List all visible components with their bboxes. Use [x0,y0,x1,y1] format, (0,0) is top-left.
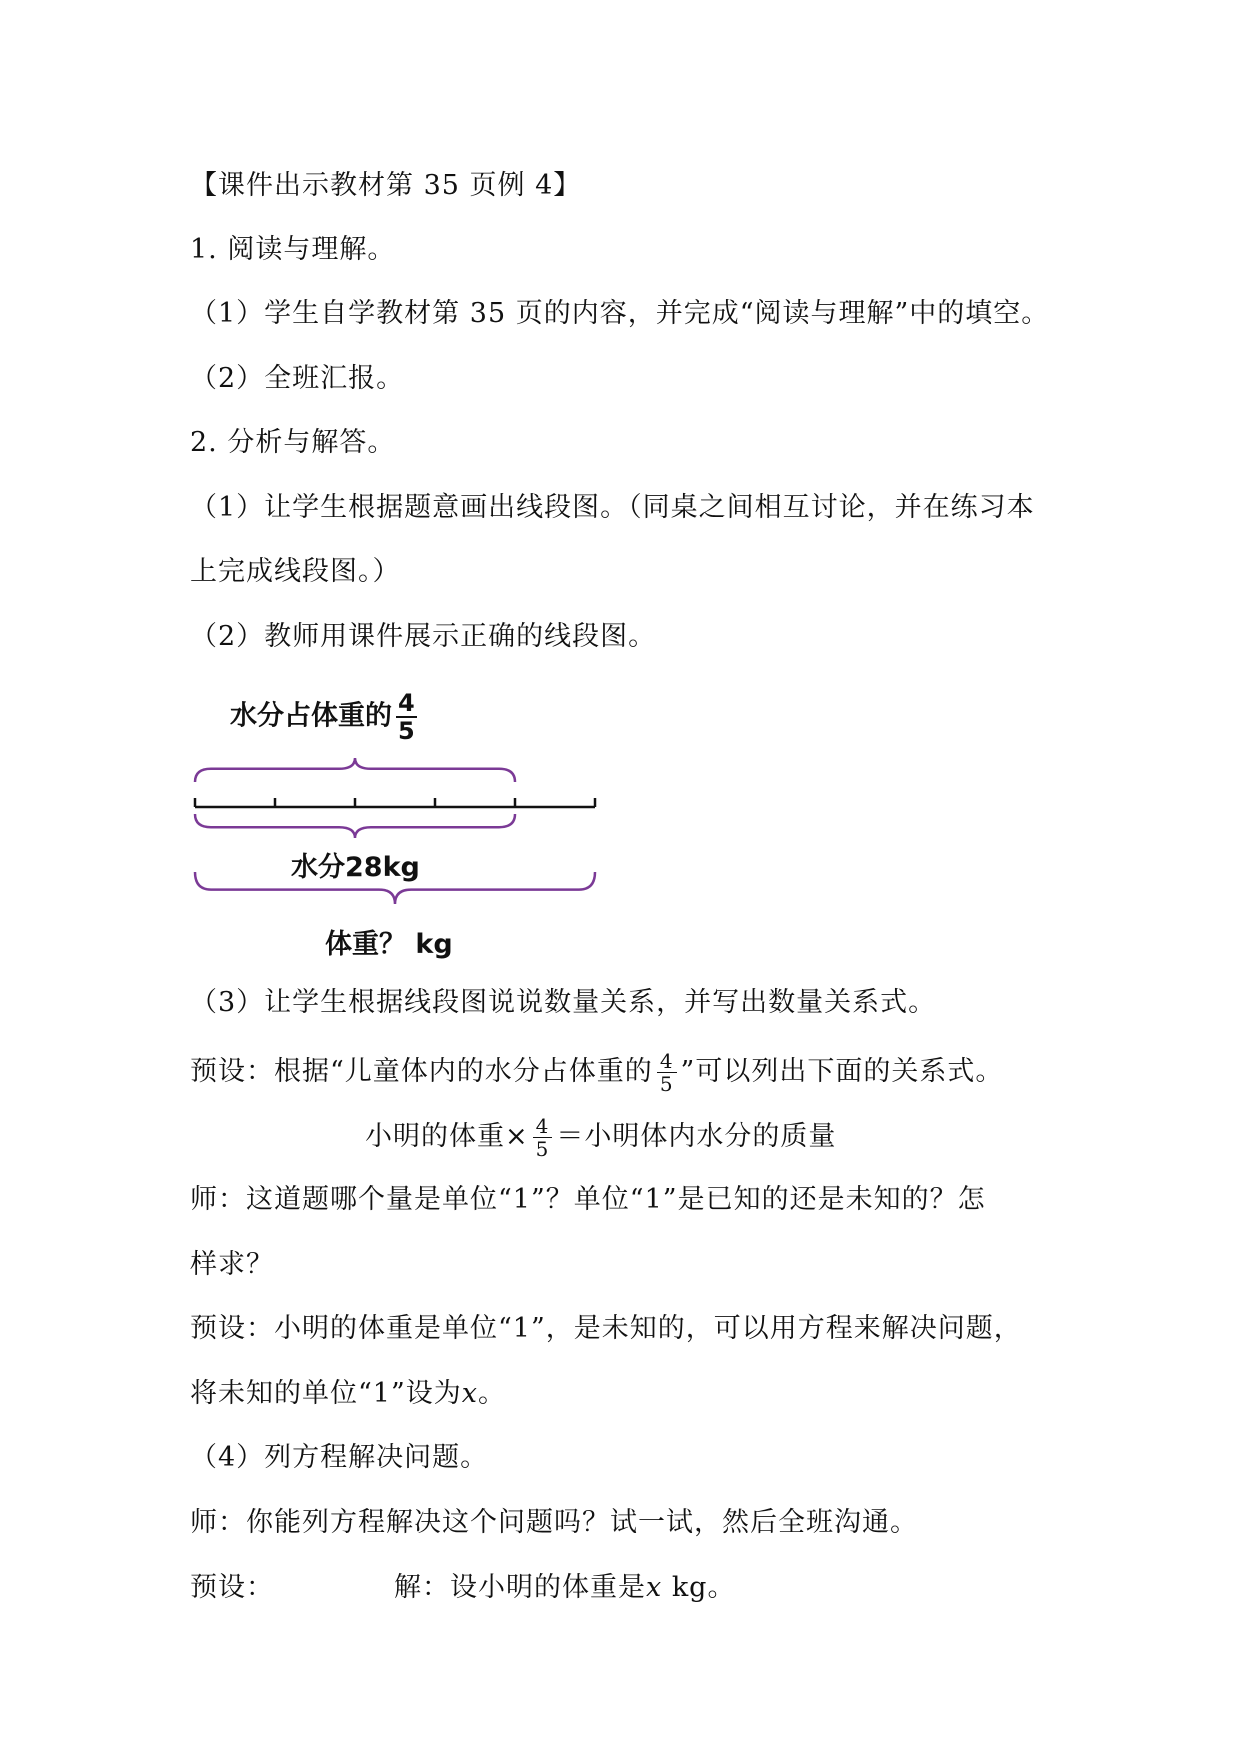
line-step-2-1: （1）让学生根据题意画出线段图。（同桌之间相互讨论，并在练习本 [190,492,1035,523]
brace-top-water-fraction [195,758,515,782]
line-preset-answer-cont: 将未知的单位“1”设为x。 [190,1378,507,1409]
brace-water-28kg [195,814,515,838]
diagram-weight-label: 体重？ kg [325,929,453,960]
line-courseware-heading: 【课件出示教材第 35 页例 4】 [190,170,582,201]
line-section-2: 2. 分析与解答。 [190,427,396,458]
fraction-four-fifths: $\frac{4}{5}$ [657,1050,677,1095]
line-step-2-1-cont: 上完成线段图。） [190,556,401,587]
line-teacher-question: 师：这道题哪个量是单位“1”？单位“1”是已知的还是未知的？怎 [190,1184,986,1215]
line-relation-formula: 小明的体重× $\frac{4}{5}$ ＝小明体内水分的质量 [365,1114,837,1161]
diagram-top-label: 水分占体重的 $\frac{4}{5}$ [230,689,415,745]
line-preset-answer: 预设：小明的体重是单位“1”，是未知的，可以用方程来解决问题， [190,1313,1022,1344]
diagram-lines [185,672,625,962]
line-teacher-prompt: 师：你能列方程解决这个问题吗？试一试，然后全班沟通。 [190,1507,918,1538]
diagram-water-label: 水分28kg [291,852,420,883]
line-preset-solution: 预设： 解：设小明的体重是x kg。 [190,1572,736,1603]
diagram-top-fraction: $\frac{4}{5}$ [398,689,415,745]
line-step-1-2: （2）全班汇报。 [190,363,405,394]
line-teacher-question-cont: 样求？ [190,1249,274,1280]
line-step-2-2: （2）教师用课件展示正确的线段图。 [190,621,657,652]
line-step-2-3: （3）让学生根据线段图说说数量关系，并写出数量关系式。 [190,987,937,1018]
line-segment-diagram [185,672,625,962]
line-step-1-1: （1）学生自学教材第 35 页的内容，并完成“阅读与理解”中的填空。 [190,298,1050,329]
fraction-formula: $\frac{4}{5}$ [533,1115,553,1160]
line-step-2-4: （4）列方程解决问题。 [190,1442,489,1473]
line-section-1: 1. 阅读与理解。 [190,234,396,265]
line-preset-relation: 预设：根据“儿童体内的水分占体重的 $\frac{4}{5}$ ”可以列出下面的关系式。 [190,1049,1004,1096]
